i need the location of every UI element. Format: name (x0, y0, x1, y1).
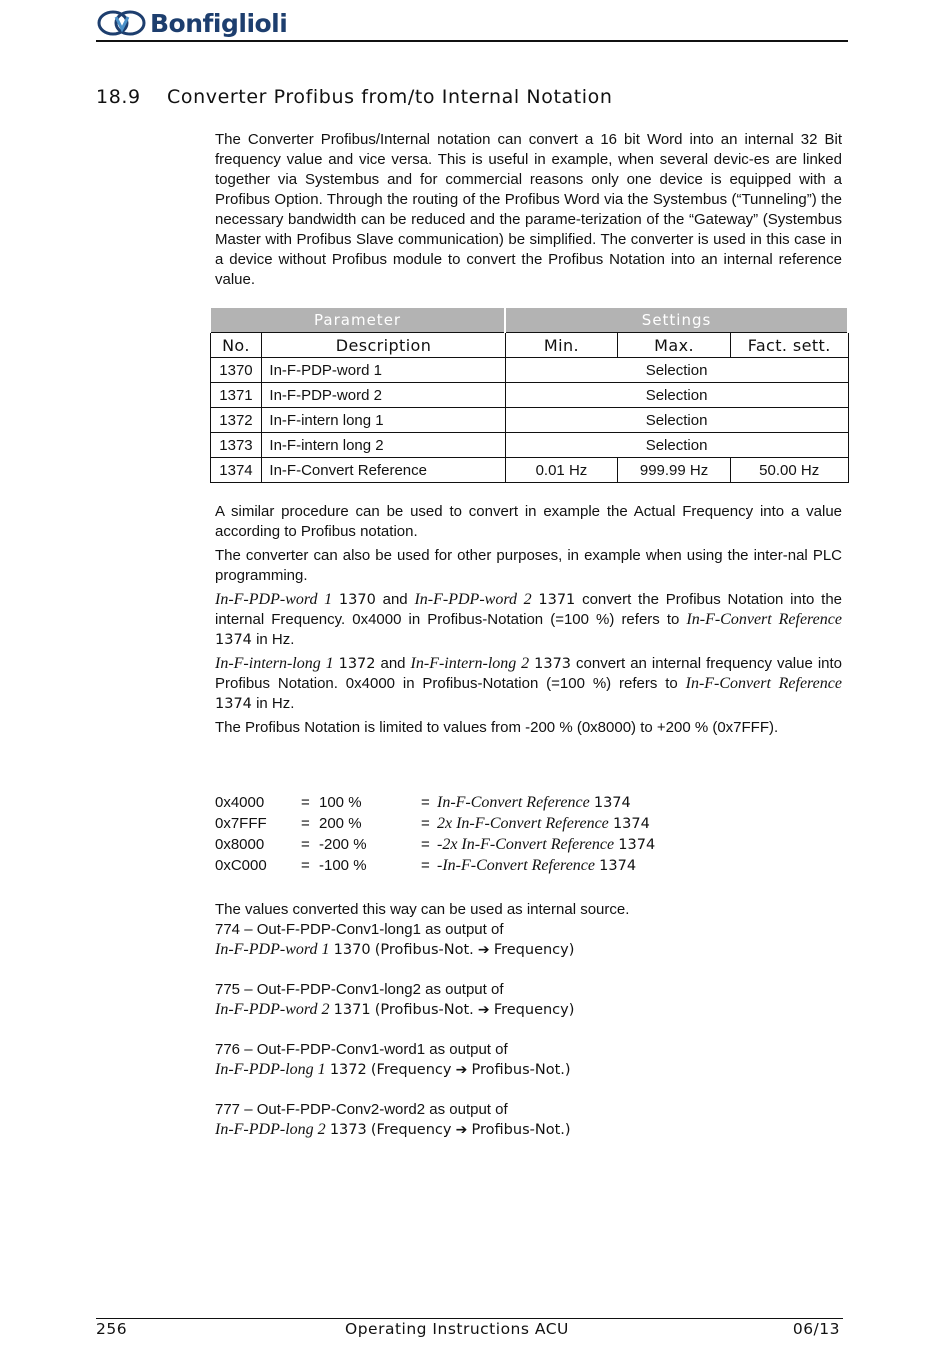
footer-date: 06/13 (792, 1320, 840, 1338)
hex-value: 0x7FFF (215, 815, 267, 832)
col-max: Max. (618, 333, 731, 358)
paragraph-end: in Hz. (256, 695, 295, 712)
footer-rule (96, 1318, 843, 1319)
outputs-block (215, 900, 629, 1160)
col-no: No. (210, 333, 262, 358)
paragraph-similar-procedure: A similar procedure can be used to convert in example the Actual Frequency into a value according to Profibus notation. (215, 503, 842, 540)
param-number: 1370 (333, 942, 371, 958)
word-and: and (380, 655, 406, 672)
param-ref: In-F-PDP-word 1 (215, 941, 330, 958)
cell-settings: Selection (505, 408, 848, 433)
param-ref: In-F-intern-long 2 (410, 655, 530, 672)
param-number: 1370 (338, 592, 376, 608)
table-row (210, 358, 848, 383)
equals-sign: = (421, 836, 430, 853)
param-number: 1374 (618, 836, 656, 853)
reference-expression: -In-F-Convert Reference (437, 856, 595, 874)
equals-sign: = (301, 794, 310, 811)
param-number: 1373 (329, 1122, 367, 1138)
cell-max: 999.99 Hz (618, 458, 731, 483)
param-number: 1371 (538, 592, 576, 608)
reference-expression: In-F-Convert Reference (437, 793, 590, 811)
section-heading (96, 86, 613, 108)
percent-value: 200 % (319, 815, 362, 832)
header-rule (96, 40, 848, 42)
param-ref: In-F-intern-long 1 (215, 655, 334, 672)
param-number: 1374 (593, 794, 631, 811)
col-min: Min. (505, 333, 618, 358)
reference-expression: -2x In-F-Convert Reference (437, 835, 615, 853)
arrow-right-icon: ➔ (455, 1062, 468, 1078)
output-line: 777 – Out-F-PDP-Conv2-word2 as output of (215, 1101, 508, 1118)
hex-value: 0xC000 (215, 857, 267, 874)
param-number: 1373 (534, 656, 572, 672)
param-number: 1372 (329, 1062, 367, 1078)
page-number: 256 (96, 1320, 128, 1338)
equals-sign: = (421, 815, 430, 832)
cell-description: In-F-PDP-word 2 (262, 383, 505, 408)
paragraph-end: in Hz. (256, 631, 295, 648)
output-source (215, 1000, 629, 1020)
conversion-from: (Profibus-Not. (374, 1002, 474, 1018)
reference-expression: 2x In-F-Convert Reference (437, 814, 609, 832)
output-line: 775 – Out-F-PDP-Conv1-long2 as output of (215, 981, 504, 998)
intro-paragraph: The Converter Profibus/Internal notation can convert a 16 bit Word into an internal 32 Bit frequency value and vice versa. This is useful in example, when several devic-es are linked together via Systembus and for commercial reasons only one device is equipped with a Profibus Option. Through the routing of the Profibus Word via the Systembus (“Tunneling”) the necessary bandwidth can be reduced and the parame-terization of the “Gateway” (Systembus Master with Profibus Slave communication) be simplified. The converter is used in this case in a device without Profibus module to convert the Profibus Notation into an internal reference value. (215, 131, 842, 288)
conversion-to: Frequency) (493, 1002, 575, 1018)
equals-sign: = (421, 794, 430, 811)
bonfiglioli-logo-icon (96, 8, 148, 38)
parameter-table (209, 308, 849, 483)
cell-no: 1374 (210, 458, 262, 483)
paragraph-limits: The Profibus Notation is limited to values from -200 % (0x8000) to +200 % (0x7FFF). (215, 719, 779, 736)
arrow-right-icon: ➔ (477, 942, 490, 958)
brand-name: Bonfiglioli (150, 8, 288, 38)
table-row (210, 433, 848, 458)
cell-settings: Selection (505, 383, 848, 408)
conversion-from: (Frequency (370, 1122, 452, 1138)
param-number: 1374 (612, 815, 650, 832)
paragraph-other-purposes: The converter can also be used for other purposes, in example when using the inter-nal PLC programming. (215, 547, 842, 584)
cell-settings: Selection (505, 358, 848, 383)
param-number: 1374 (599, 857, 637, 874)
conversion-from: (Frequency (370, 1062, 452, 1078)
cell-description: In-F-Convert Reference (262, 458, 505, 483)
hex-value: 0x4000 (215, 794, 265, 811)
paragraph-text: convert an internal frequency value into Profibus Notation. 0x4000 in Profibus-Notation (=100 %) refers to (215, 655, 843, 692)
percent-value: 100 % (319, 794, 362, 811)
table-row (210, 408, 848, 433)
conversion-row (215, 813, 655, 834)
output-source (215, 1120, 629, 1140)
word-and: and (382, 591, 408, 608)
output-line: 776 – Out-F-PDP-Conv1-word1 as output of (215, 1041, 508, 1058)
cell-no: 1371 (210, 383, 262, 408)
conversion-row (215, 855, 655, 876)
cell-fact: 50.00 Hz (730, 458, 848, 483)
cell-description: In-F-PDP-word 1 (262, 358, 505, 383)
col-fact: Fact. sett. (730, 333, 848, 358)
conversion-row (215, 792, 655, 813)
cell-description: In-F-intern long 2 (262, 433, 505, 458)
conversion-to: Profibus-Not.) (471, 1062, 571, 1078)
cell-no: 1372 (210, 408, 262, 433)
footer-title: Operating Instructions ACU (345, 1320, 569, 1338)
equals-sign: = (301, 836, 310, 853)
conversion-row (215, 834, 655, 855)
col-description: Description (262, 333, 505, 358)
table-column-header (210, 333, 848, 358)
conversion-to: Profibus-Not.) (471, 1122, 571, 1138)
equals-sign: = (301, 815, 310, 832)
param-number: 1371 (333, 1002, 371, 1018)
section-title: Converter Profibus from/to Internal Notation (167, 86, 613, 108)
body-text (215, 502, 842, 742)
arrow-right-icon: ➔ (477, 1002, 490, 1018)
param-ref: In-F-Convert Reference (686, 611, 842, 628)
output-source (215, 1060, 629, 1080)
param-ref: In-F-PDP-long 2 (215, 1121, 326, 1138)
param-ref: In-F-PDP-word 2 (414, 591, 532, 608)
group-parameter: Parameter (210, 308, 505, 333)
param-number: 1374 (215, 632, 252, 648)
param-ref: In-F-PDP-word 2 (215, 1001, 330, 1018)
equals-sign: = (301, 857, 310, 874)
cell-no: 1373 (210, 433, 262, 458)
table-group-header (210, 308, 848, 333)
cell-no: 1370 (210, 358, 262, 383)
param-number: 1372 (338, 656, 376, 672)
outputs-intro: The values converted this way can be used as internal source. (215, 901, 630, 918)
equals-sign: = (421, 857, 430, 874)
cell-settings: Selection (505, 433, 848, 458)
percent-value: -200 % (319, 836, 367, 853)
arrow-right-icon: ➔ (455, 1122, 468, 1138)
cell-description: In-F-intern long 1 (262, 408, 505, 433)
conversion-table (215, 792, 655, 876)
brand-logo (96, 6, 287, 40)
conversion-from: (Profibus-Not. (374, 942, 474, 958)
hex-value: 0x8000 (215, 836, 265, 853)
param-ref: In-F-PDP-word 1 (215, 591, 333, 608)
section-number: 18.9 (96, 86, 141, 108)
paragraph-text: convert the Profibus Notation into the internal Frequency. 0x4000 in Profibus-Notation (=100 %) refers to (215, 591, 843, 628)
param-ref: In-F-PDP-long 1 (215, 1061, 326, 1078)
intro-block (215, 130, 842, 290)
group-settings: Settings (505, 308, 848, 333)
param-number: 1374 (215, 696, 252, 712)
paragraph-intern-long (215, 654, 842, 714)
conversion-to: Frequency) (493, 942, 575, 958)
percent-value: -100 % (319, 857, 367, 874)
table-row (210, 383, 848, 408)
paragraph-pdp-word (215, 590, 842, 650)
cell-min: 0.01 Hz (505, 458, 618, 483)
output-line: 774 – Out-F-PDP-Conv1-long1 as output of (215, 921, 504, 938)
output-source (215, 940, 629, 960)
table-row (210, 458, 848, 483)
param-ref: In-F-Convert Reference (685, 675, 842, 692)
